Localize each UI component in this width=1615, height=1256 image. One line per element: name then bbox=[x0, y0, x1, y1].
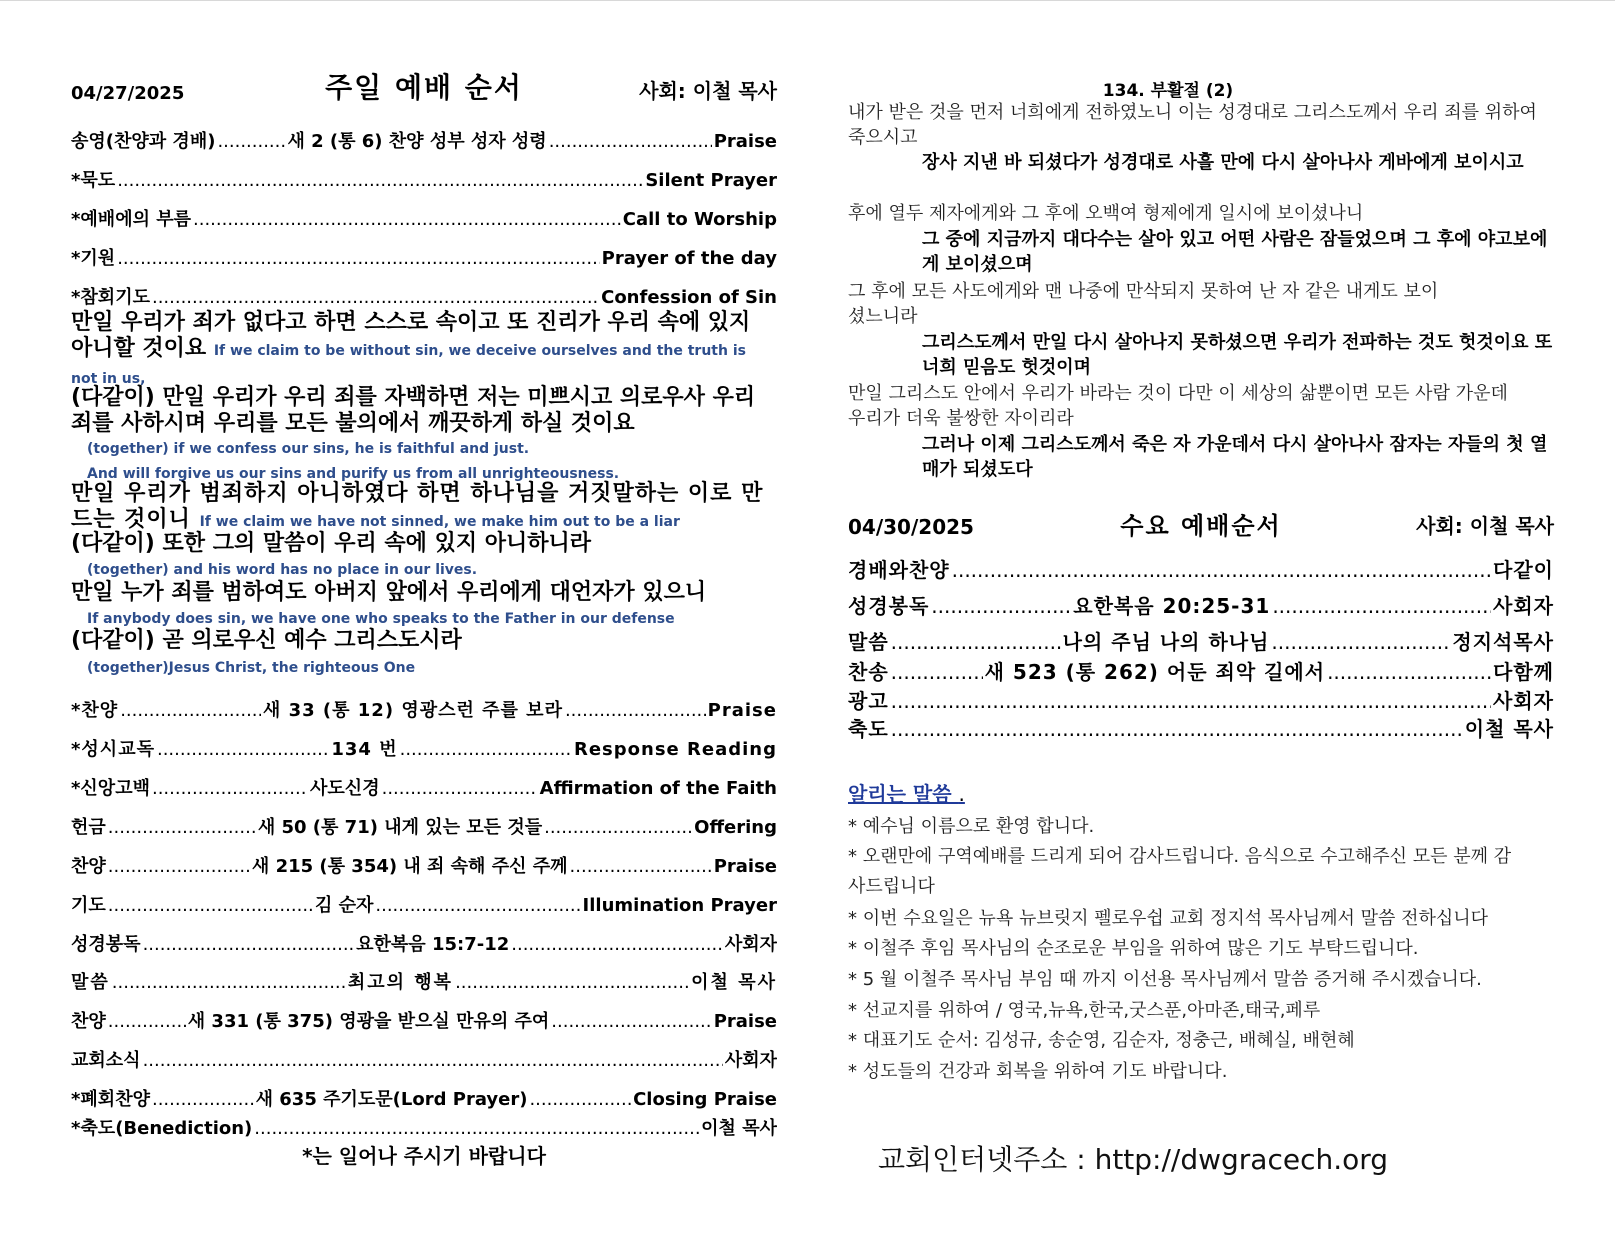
sunday-title: 주일 예배 순서 bbox=[325, 71, 523, 104]
order-row: 말씀 ..... 최고의 행복 ..... 이철 목사 bbox=[71, 968, 777, 994]
top-border bbox=[0, 0, 1615, 1]
notice-item: * 5 월 이철주 목사님 부임 때 까지 이선용 목사님께서 말씀 증거해 주시겠습니다. bbox=[848, 969, 1482, 990]
confession-p6-en: (together)Jesus Christ, the righteous One bbox=[87, 660, 416, 676]
wednesday-row: 성경봉독 ..... 요한복음 20:25-31 ..... 사회자 bbox=[848, 590, 1554, 619]
wednesday-row: 축도 ..... 이철 목사 bbox=[848, 713, 1554, 742]
notice-item: * 대표기도 순서: 김성규, 송순영, 김순자, 정충근, 배혜실, 배현혜 bbox=[848, 1030, 1355, 1051]
order-row: *축도(Benediction) ..... 이철 목사 bbox=[71, 1114, 777, 1140]
confession-p5: 만일 누가 죄를 범하여도 아버지 앞에서 우리에게 대언자가 있으니 bbox=[71, 580, 707, 605]
confession-p5-en: If anybody does sin, we have one who speaks to the Father in our defense bbox=[87, 611, 675, 627]
notice-item: * 오랜만에 구역예배를 드리게 되어 감사드립니다. 음식으로 수고해주신 모든 분께 감사드립니다 bbox=[848, 846, 1512, 897]
sunday-date: 04/27/2025 bbox=[71, 83, 185, 104]
confession-p3: 만일 우리가 범죄하지 아니하였다 하면 하나님을 거짓말하는 이로 만드는 것이니 If we claim we have not sinned, we make him out to be a liar bbox=[71, 481, 764, 532]
church-url[interactable]: 교회인터넷주소 : http://dwgracech.org bbox=[878, 1143, 1389, 1176]
sunday-header bbox=[71, 70, 777, 110]
order-row: 송영(찬양과 경배) ..... 새 2 (통 6) 찬양 성부 성자 성령 ..... Praise bbox=[71, 127, 777, 153]
wednesday-host: 사회: 이철 목사 bbox=[1416, 514, 1554, 538]
order-row: *참회기도 ..... Confession of Sin bbox=[71, 283, 777, 309]
confession-p2: (다같이) 만일 우리가 우리 죄를 자백하면 저는 미쁘시고 의로우사 우리 죄를 사하시며 우리를 모든 불의에서 깨끗하게 하실 것이요 bbox=[71, 385, 756, 436]
notice-item: * 이번 수요일은 뉴욕 뉴브릿지 펠로우쉽 교회 정지석 목사님께서 말씀 전하십니다 bbox=[848, 908, 1489, 929]
order-row: *기원 ..... Prayer of the day bbox=[71, 244, 777, 270]
standing-note: *는 일어나 주시기 바랍니다 bbox=[302, 1144, 546, 1168]
notice-item: * 선교지를 위하여 / 영국,뉴욕,한국,굿스푼,아마존,태국,페루 bbox=[848, 1000, 1321, 1021]
order-row: *찬양 ..... 새 33 (통 12) 영광스런 주를 보라 ..... Praise bbox=[71, 696, 777, 722]
order-row: 헌금 ..... 새 50 (통 71) 내게 있는 모든 것들 ..... Offering bbox=[71, 813, 777, 839]
order-row: *예배에의 부름 ..... Call to Worship bbox=[71, 205, 777, 231]
order-row: 교회소식 ..... 사회자 bbox=[71, 1046, 777, 1072]
reading-verse: 내가 받은 것을 먼저 너희에게 전하였노니 이는 성경대로 그리스도께서 우리 죄를 위하여 죽으시고 bbox=[848, 102, 1537, 148]
reading-verse: 장사 지낸 바 되셨다가 성경대로 사흘 만에 다시 살아나사 게바에게 보이시고 bbox=[922, 152, 1524, 173]
wednesday-row: 말씀 ..... 나의 주님 나의 하나님 ..... 정지석목사 bbox=[848, 626, 1554, 655]
order-row: 기도 ..... 김 순자 ..... Illumination Prayer bbox=[71, 891, 777, 917]
sunday-host: 사회: 이철 목사 bbox=[639, 79, 777, 103]
reading-verse: 그리스도께서 만일 다시 살아나지 못하셨으면 우리가 전파하는 것도 헛것이요 또 너희 믿음도 헛것이며 bbox=[922, 332, 1553, 378]
reading-verse: 그 중에 지금까지 대다수는 살아 있고 어떤 사람은 잠들었으며 그 후에 야고보에게 보이셨으며 bbox=[922, 229, 1548, 275]
confession-p6: (다같이) 곧 의로우신 예수 그리스도시라 bbox=[71, 628, 462, 653]
wednesday-row: 경배와찬양 ..... 다같이 bbox=[848, 554, 1554, 583]
notice-item: * 예수님 이름으로 환영 합니다. bbox=[848, 816, 1095, 837]
wednesday-date: 04/30/2025 bbox=[848, 515, 974, 539]
wednesday-row: 광고 ..... 사회자 bbox=[848, 685, 1554, 714]
notice-item: * 성도들의 건강과 회복을 위하여 기도 바랍니다. bbox=[848, 1061, 1228, 1082]
reading-title: 134. 부활절 (2) bbox=[1102, 81, 1234, 101]
reading-verse: 그 후에 모든 사도에게와 맨 나중에 만삭되지 못하여 난 자 같은 내게도 보이셨느니라 bbox=[848, 281, 1439, 327]
confession-p4-en: (together) and his word has no place in our lives. bbox=[87, 562, 478, 578]
order-row: *성시교독 ..... 134 번 ..... Response Reading bbox=[71, 735, 777, 761]
order-row: 성경봉독 ..... 요한복음 15:7-12 ..... 사회자 bbox=[71, 930, 777, 956]
confession-p2-en1: (together) if we confess our sins, he is faithful and just. bbox=[87, 441, 530, 457]
reading-verse: 그러나 이제 그리스도께서 죽은 자 가운데서 다시 살아나사 잠자는 자들의 첫 열매가 되셨도다 bbox=[922, 434, 1548, 480]
wednesday-title: 수요 예배순서 bbox=[1120, 512, 1282, 540]
confession-p2-en2: And will forgive us our sins and purify us from all unrighteousness. bbox=[87, 466, 620, 482]
confession-p4: (다같이) 또한 그의 말씀이 우리 속에 있지 아니하니라 bbox=[71, 531, 592, 556]
reading-verse: 만일 그리스도 안에서 우리가 바라는 것이 다만 이 세상의 삶뿐이면 모든 사람 가운데 우리가 더욱 불쌍한 자이리라 bbox=[848, 383, 1508, 429]
order-row: 찬양 ..... 새 215 (통 354) 내 죄 속해 주신 주께 ..... Praise bbox=[71, 852, 777, 878]
wednesday-row: 찬송 ..... 새 523 (통 262) 어둔 죄악 길에서 ..... 다함께 bbox=[848, 656, 1554, 685]
wednesday-header bbox=[848, 505, 1554, 545]
notice-item: * 이철주 후임 목사님의 순조로운 부임을 위하여 많은 기도 부탁드립니다. bbox=[848, 938, 1419, 959]
order-row: *묵도 ..... Silent Prayer bbox=[71, 166, 777, 192]
notices-title: 알리는 말씀 . bbox=[848, 782, 965, 806]
order-row: 찬양 ..... 새 331 (통 375) 영광을 받으실 만유의 주여 ..... Praise bbox=[71, 1007, 777, 1033]
order-row: *폐회찬양 ..... 새 635 주기도문(Lord Prayer) ..... Closing Praise bbox=[71, 1085, 777, 1111]
reading-verse: 후에 열두 제자에게와 그 후에 오백여 형제에게 일시에 보이셨나니 bbox=[848, 203, 1364, 224]
confession-p1: 만일 우리가 죄가 없다고 하면 스스로 속이고 또 진리가 우리 속에 있지 아니할 것이요 If we claim to be without sin, we deceive ourselves and the truth is not in us, bbox=[71, 310, 751, 387]
order-row: *신앙고백 ..... 사도신경 ..... Affirmation of the Faith bbox=[71, 774, 777, 800]
